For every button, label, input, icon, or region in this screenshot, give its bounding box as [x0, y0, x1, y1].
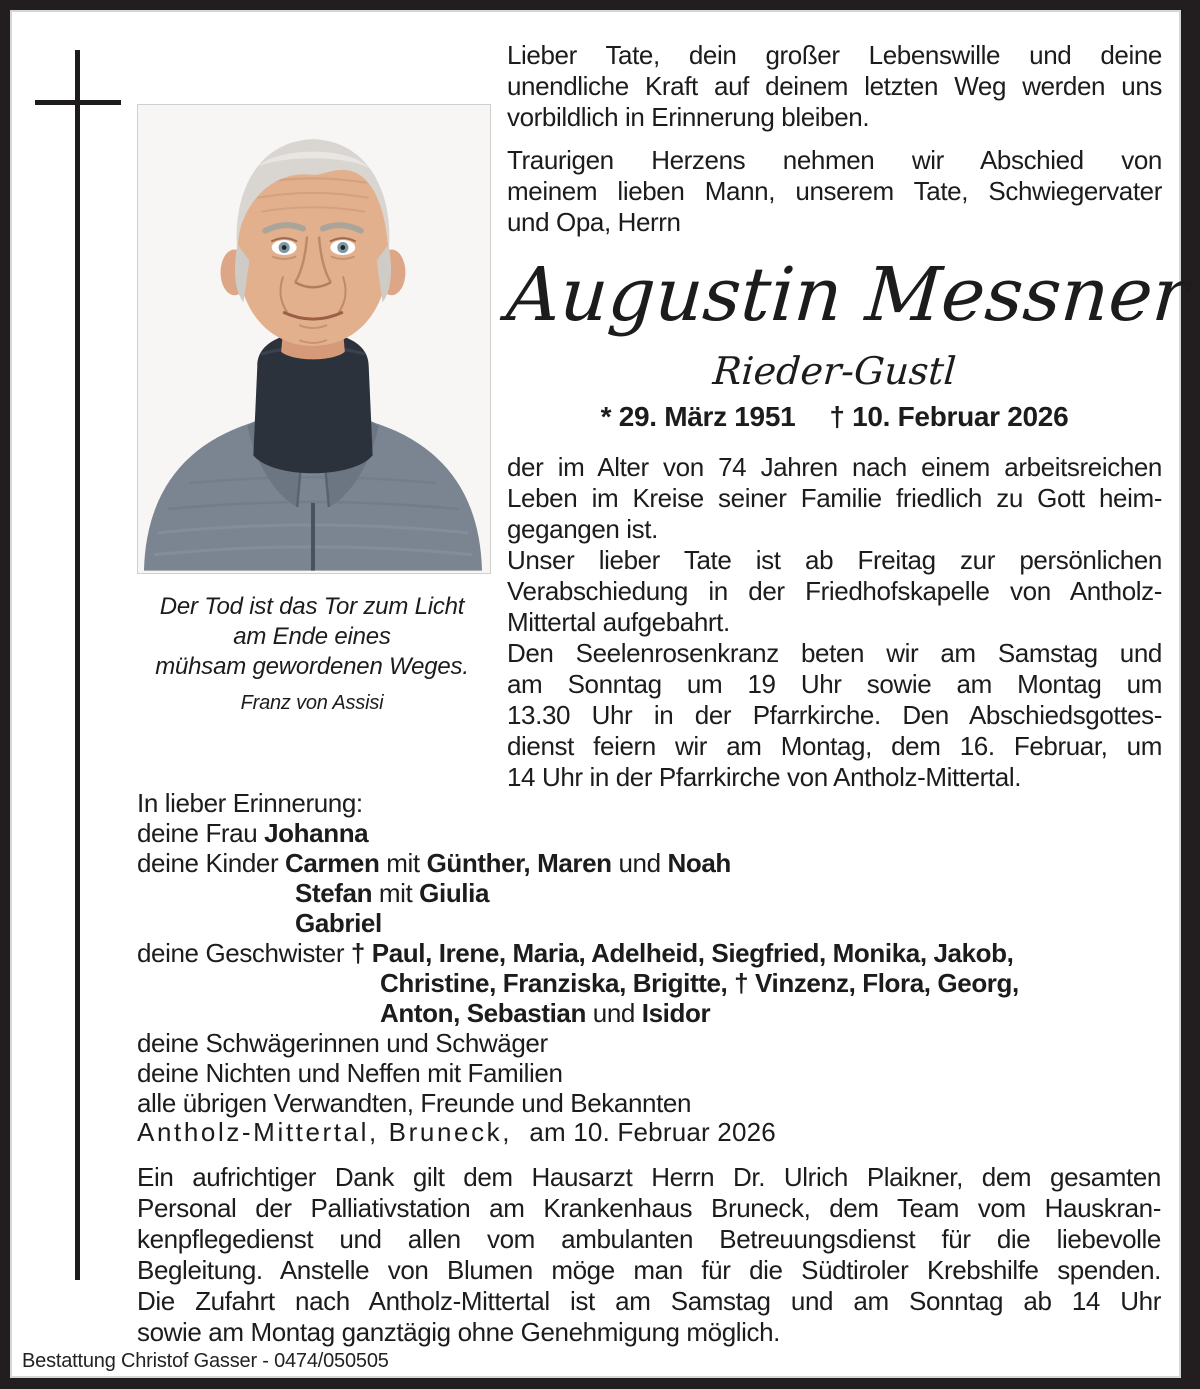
text-line: und Opa, Herrn	[507, 207, 681, 237]
text-line: Mittertal aufgebahrt.	[507, 607, 730, 637]
farewell-paragraph	[507, 145, 1162, 238]
family-line	[137, 848, 1172, 878]
family-line	[137, 878, 1172, 908]
family-line-text: alle übrigen Verwandten, Freunde und Bekannten	[137, 1088, 692, 1118]
deceased-name: Augustin Messner	[503, 252, 1192, 338]
life-dates	[507, 400, 1162, 434]
viewing-paragraph	[507, 545, 1162, 638]
family-line	[137, 818, 1172, 848]
text-line: mühsam gewordenen Weges.	[155, 653, 469, 680]
opening-paragraph	[507, 40, 1162, 133]
family-line	[137, 968, 1172, 998]
text-line: sowie am Montag ganztägig ohne Genehmigung möglich.	[137, 1317, 781, 1347]
family-line-text: und	[585, 998, 642, 1028]
quote-lines	[107, 592, 517, 682]
text-line: Leben im Kreise seiner Familie friedlich zu Gott heim-	[507, 483, 1162, 513]
family-member-name: Isidor	[641, 998, 711, 1028]
thanks-paragraph	[137, 1162, 1161, 1348]
death-date: † 10. Februar 2026	[829, 401, 1069, 432]
family-line	[137, 1058, 1172, 1088]
text-line: Lieber Tate, dein großer Lebenswille und deine	[507, 40, 1162, 70]
text-line: vorbildlich in Erinnerung bleiben.	[507, 102, 870, 132]
family-member-name: Giulia	[419, 878, 490, 908]
family-line-text: deine Schwägerinnen und Schwäger	[137, 1028, 548, 1058]
place: Antholz-Mittertal, Bruneck,	[137, 1117, 513, 1147]
text-line: Verabschiedung in der Friedhofskapelle von Antholz-	[507, 576, 1162, 606]
text-line: am Ende eines	[233, 623, 391, 650]
passing-paragraph	[507, 452, 1162, 545]
family-member-name: † Paul, Irene, Maria, Adelheid, Siegfried, Monika, Jakob,	[350, 938, 1014, 968]
family-member-name: Noah	[667, 848, 731, 878]
date: am 10. Februar 2026	[529, 1117, 776, 1147]
portrait-photo	[137, 104, 491, 574]
text-line: Die Zufahrt nach Antholz-Mittertal ist am Samstag und am Sonntag ab 14 Uhr	[137, 1286, 1161, 1316]
family-line-text: deine Frau	[137, 818, 265, 848]
family-line	[137, 938, 1172, 968]
family-line-text: mit	[372, 878, 420, 908]
family-line	[137, 998, 1172, 1028]
text-line: Ein aufrichtiger Dank gilt dem Hausarzt Herrn Dr. Ulrich Plaikner, dem gesamten	[137, 1162, 1161, 1192]
services-paragraph	[507, 638, 1162, 793]
place-dateline	[137, 1116, 776, 1148]
family-line-text: In lieber Erinnerung:	[137, 788, 363, 818]
text-line: 13.30 Uhr in der Pfarrkirche. Den Abschiedsgottes-	[507, 700, 1162, 730]
text-line: unendliche Kraft auf deinem letzten Weg werden uns	[507, 71, 1162, 101]
deceased-nickname: Rieder-Gustl	[711, 349, 958, 393]
funeral-home-footer: Bestattung Christof Gasser - 0474/050505	[22, 1350, 389, 1372]
family-line-text: deine Kinder	[137, 848, 286, 878]
family-member-name: Johanna	[264, 818, 369, 848]
text-line: gegangen ist.	[507, 514, 658, 544]
family-member-name: Gabriel	[295, 908, 382, 938]
text-line: dienst feiern wir am Montag, dem 16. Februar, um	[507, 731, 1162, 761]
quote-attribution: Franz von Assisi	[240, 692, 384, 714]
family-member-name: Günther, Maren	[426, 848, 612, 878]
remembrance-list	[137, 788, 1172, 1118]
family-member-name: Anton, Sebastian	[380, 998, 586, 1028]
text-line: Personal der Palliativstation am Krankenhaus Bruneck, dem Team vom Hauskran-	[137, 1193, 1161, 1223]
family-member-name: Stefan	[295, 878, 373, 908]
family-line-text: mit	[379, 848, 427, 878]
family-line	[137, 1088, 1172, 1118]
text-line: 14 Uhr in der Pfarrkirche von Antholz-Mittertal.	[507, 762, 1022, 792]
text-line: meinem lieben Mann, unserem Tate, Schwiegervater	[507, 176, 1162, 206]
text-line: Den Seelenrosenkranz beten wir am Samstag und	[507, 638, 1162, 668]
family-line	[137, 1028, 1172, 1058]
cross-icon	[35, 100, 121, 105]
text-line: Der Tod ist das Tor zum Licht	[159, 593, 465, 620]
family-line-text: deine Geschwister	[137, 938, 351, 968]
text-line: am Sonntag um 19 Uhr sowie am Montag um	[507, 669, 1162, 699]
text-line: der im Alter von 74 Jahren nach einem arbeitsreichen	[507, 452, 1162, 482]
cross-icon	[75, 50, 80, 1280]
family-line	[137, 908, 1172, 938]
text-line: Unser lieber Tate ist ab Freitag zur persönlichen	[507, 545, 1162, 575]
text-line: Begleitung. Anstelle von Blumen möge man für die Südtiroler Krebshilfe spenden.	[137, 1255, 1161, 1285]
obituary-card	[10, 10, 1192, 1378]
family-line	[137, 788, 1172, 818]
birth-date: * 29. März 1951	[600, 401, 796, 432]
family-member-name: Carmen	[285, 848, 380, 878]
text-line: Traurigen Herzens nehmen wir Abschied von	[507, 145, 1162, 175]
memorial-quote	[107, 592, 517, 718]
family-line-text: und	[611, 848, 668, 878]
family-member-name: Christine, Franziska, Brigitte, † Vinzenz, Flora, Georg,	[380, 968, 1019, 998]
family-line-text: deine Nichten und Neffen mit Familien	[137, 1058, 563, 1088]
text-line: kenpflegedienst und allen vom ambulanten Betreuungsdienst für die liebevolle	[137, 1224, 1161, 1254]
